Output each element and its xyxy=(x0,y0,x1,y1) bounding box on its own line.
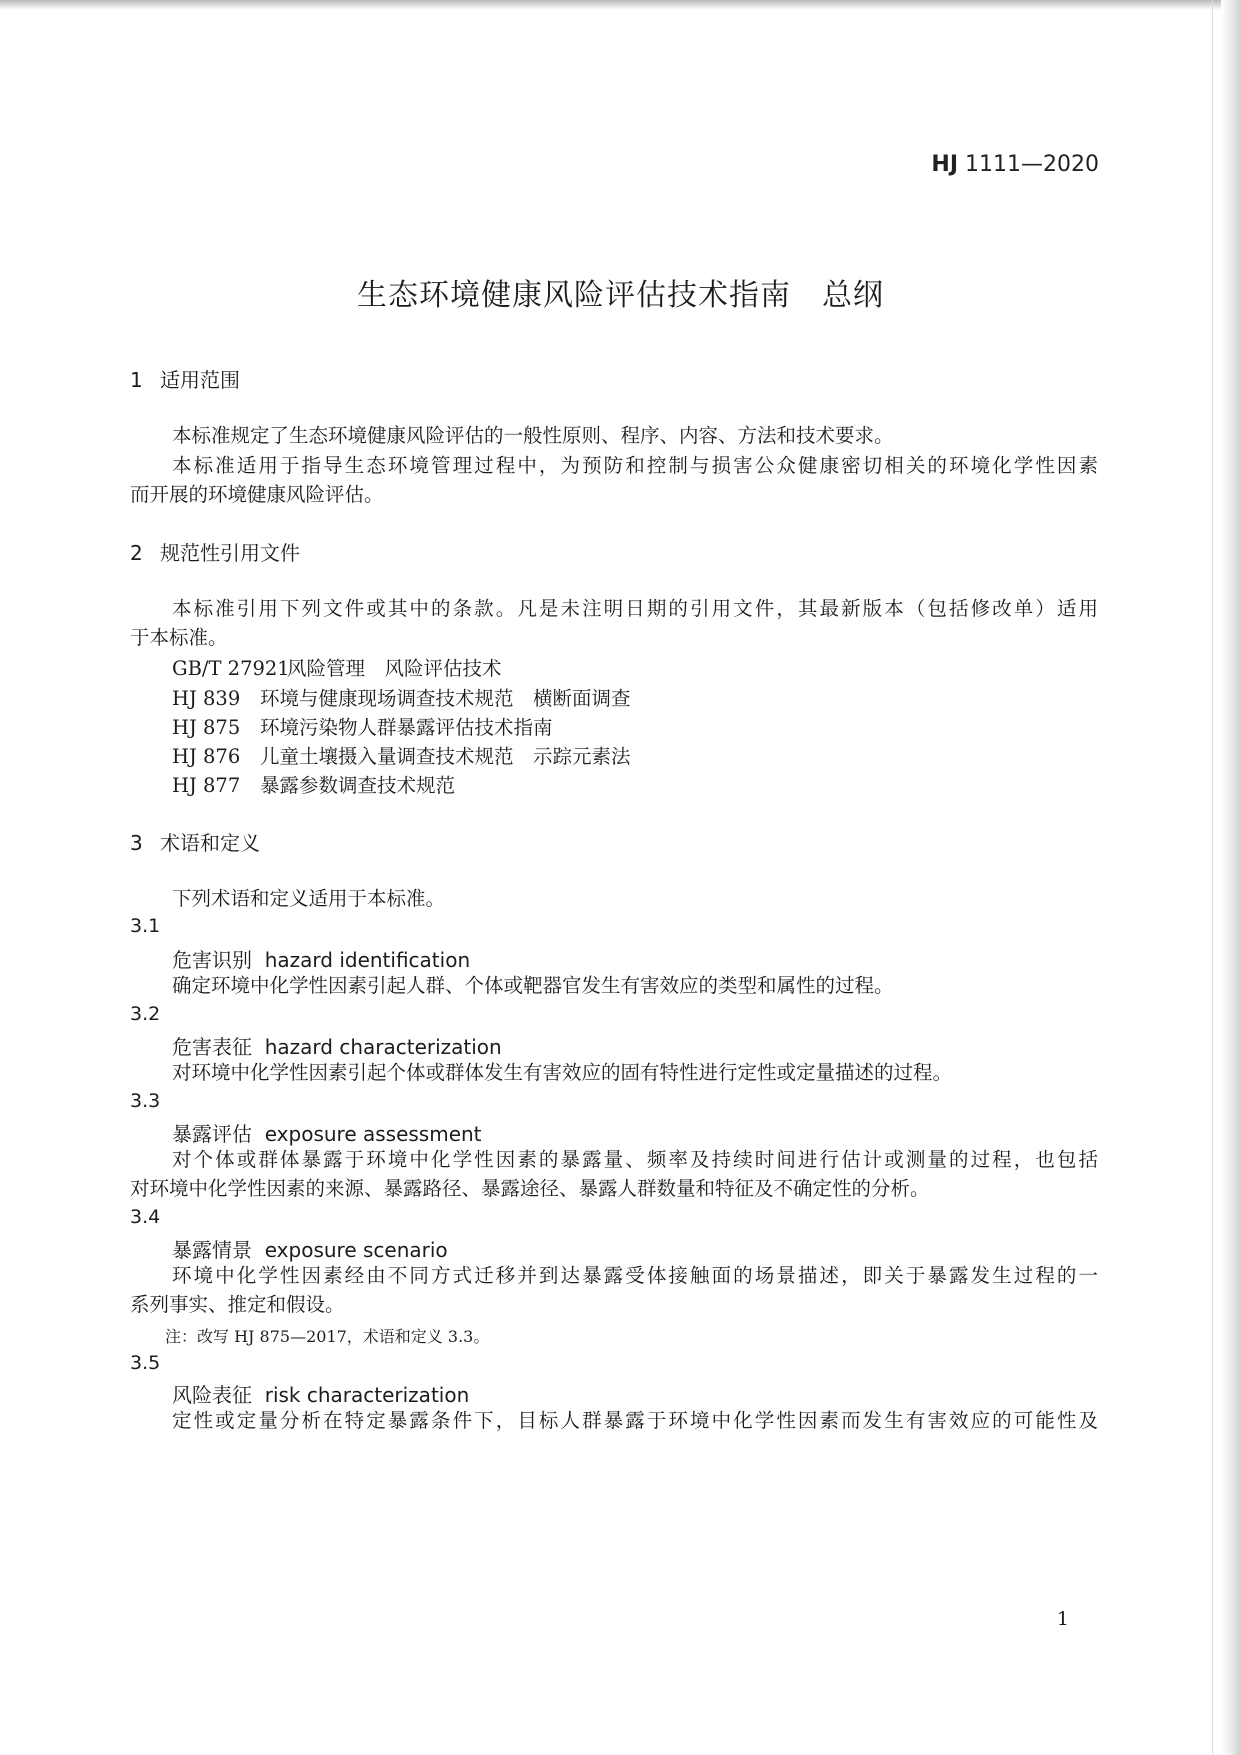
reference-item: HJ 876 儿童土壤摄入量调查技术规范 示踪元素法 xyxy=(172,745,631,768)
term-name: 暴露评估 exposure assessment xyxy=(172,1122,482,1146)
term-name: 暴露情景 exposure scenario xyxy=(172,1238,448,1262)
term-number: 3.3 xyxy=(130,1090,161,1112)
section-1-para-1: 本标准规定了生态环境健康风险评估的一般性原则、程序、内容、方法和技术要求。 xyxy=(172,424,894,447)
standard-code: HJ 1111—2020 xyxy=(931,152,1099,177)
section-1-para-2-line-1: 本标准适用于指导生态环境管理过程中，为预防和控制与损害公众健康密切相关的环境化学性因素 xyxy=(172,454,1098,477)
reference-item: HJ 877 暴露参数调查技术规范 xyxy=(172,774,456,797)
term-number: 3.4 xyxy=(130,1206,161,1228)
term-name: 危害表征 hazard characterization xyxy=(172,1035,502,1059)
section-2-intro-line-1: 本标准引用下列文件或其中的条款。凡是未注明日期的引用文件，其最新版本（包括修改单）适用 xyxy=(172,597,1098,620)
term-name: 危害识别 hazard identification xyxy=(172,948,471,972)
term-definition-line-1: 对个体或群体暴露于环境中化学性因素的暴露量、频率及持续时间进行估计或测量的过程，也包括 xyxy=(172,1148,1098,1171)
section-1-para-2-line-2: 而开展的环境健康风险评估。 xyxy=(130,483,384,506)
section-3-intro: 下列术语和定义适用于本标准。 xyxy=(172,887,446,910)
section-3-heading: 3 术语和定义 xyxy=(130,831,260,855)
reference-item: GB/T 27921风险管理 风险评估技术 xyxy=(172,657,502,680)
term-note: 注：改写 HJ 875—2017，术语和定义 3.3。 xyxy=(165,1327,490,1346)
reference-item: HJ 875 环境污染物人群暴露评估技术指南 xyxy=(172,716,553,739)
term-definition: 对环境中化学性因素引起个体或群体发生有害效应的固有特性进行定性或定量描述的过程。 xyxy=(172,1061,953,1084)
reference-item: HJ 839 环境与健康现场调查技术规范 横断面调查 xyxy=(172,687,631,710)
term-number: 3.1 xyxy=(130,915,161,937)
scan-line-right xyxy=(1212,0,1213,1755)
term-number: 3.2 xyxy=(130,1003,161,1025)
term-definition-line-1: 定性或定量分析在特定暴露条件下，目标人群暴露于环境中化学性因素而发生有害效应的可能性及 xyxy=(172,1409,1098,1432)
term-number: 3.5 xyxy=(130,1352,161,1374)
document-title: 生态环境健康风险评估技术指南 总纲 xyxy=(357,278,884,313)
term-definition: 确定环境中化学性因素引起人群、个体或靶器官发生有害效应的类型和属性的过程。 xyxy=(172,974,894,997)
section-1-heading: 1 适用范围 xyxy=(130,368,240,392)
term-definition-line-2: 对环境中化学性因素的来源、暴露路径、暴露途径、暴露人群数量和特征及不确定性的分析。 xyxy=(130,1177,930,1200)
page-number: 1 xyxy=(1056,1608,1069,1630)
term-definition-line-2: 系列事实、推定和假设。 xyxy=(130,1293,345,1316)
term-definition-line-1: 环境中化学性因素经由不同方式迁移并到达暴露受体接触面的场景描述，即关于暴露发生过程的一 xyxy=(172,1264,1098,1287)
scan-edge-top xyxy=(0,0,1241,10)
term-name: 风险表征 risk characterization xyxy=(172,1383,470,1407)
section-2-intro-line-2: 于本标准。 xyxy=(130,626,228,649)
section-2-heading: 2 规范性引用文件 xyxy=(130,541,300,565)
scan-edge-right xyxy=(1221,0,1241,1755)
